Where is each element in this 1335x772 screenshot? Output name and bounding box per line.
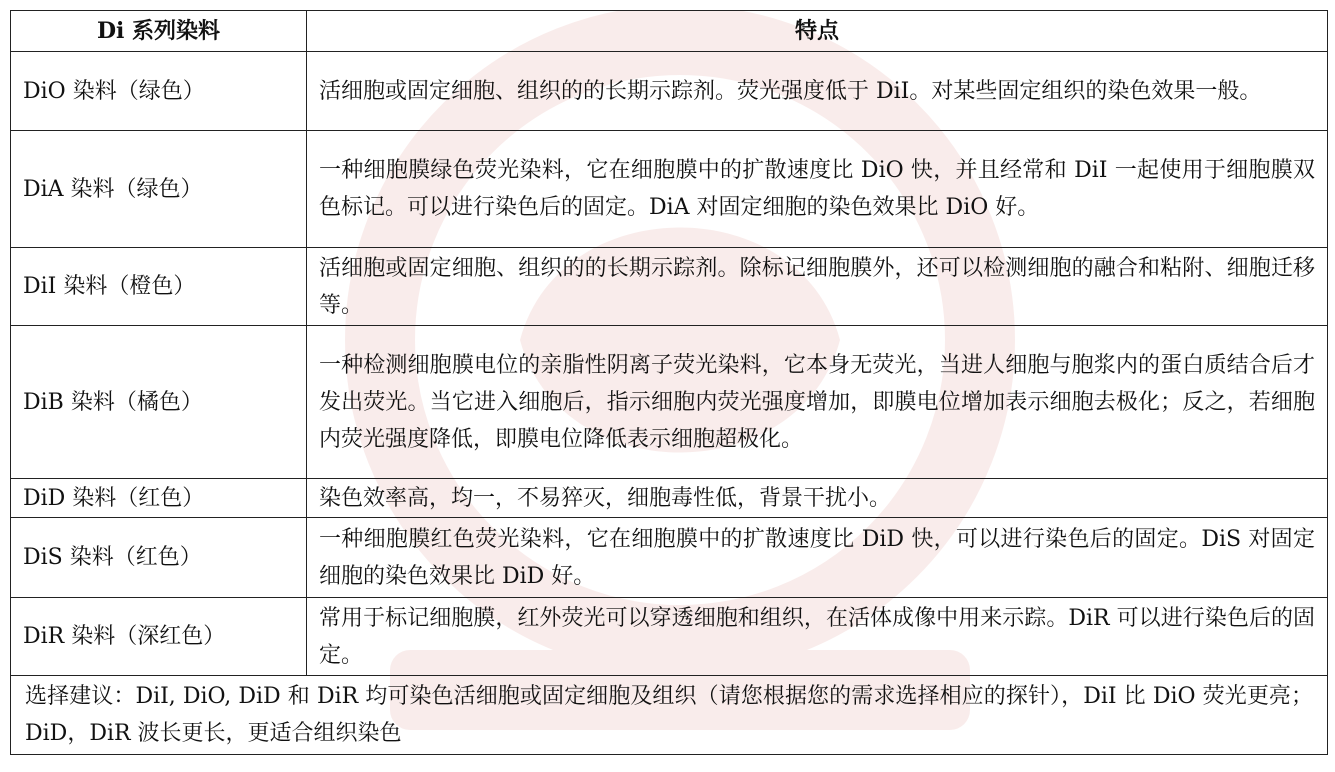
- table-row: [11, 518, 1328, 598]
- table-row: [11, 131, 1328, 248]
- dye-name-cell: DiB 染料（橘色）: [11, 326, 307, 479]
- dye-name-cell: DiD 染料（红色）: [11, 479, 307, 518]
- table-row: [11, 52, 1328, 131]
- table-row: [11, 326, 1328, 479]
- dye-name-cell: DiR 染料（深红色）: [11, 598, 307, 676]
- dye-feature-cell: 一种细胞膜红色荧光染料，它在细胞膜中的扩散速度比 DiD 快，可以进行染色后的固定。DiS 对固定细胞的染色效果比 DiD 好。: [307, 518, 1328, 598]
- dye-comparison-table: [10, 10, 1328, 755]
- dye-name-cell: DiA 染料（绿色）: [11, 131, 307, 248]
- dye-name-cell: DiS 染料（红色）: [11, 518, 307, 598]
- dye-feature-cell: 常用于标记细胞膜，红外荧光可以穿透细胞和组织，在活体成像中用来示踪。DiR 可以进行染色后的固定。: [307, 598, 1328, 676]
- table-row: [11, 479, 1328, 518]
- dye-name-cell: DiI 染料（橙色）: [11, 248, 307, 326]
- table-header-row: [11, 11, 1328, 52]
- dye-feature-cell: 活细胞或固定细胞、组织的的长期示踪剂。除标记细胞膜外，还可以检测细胞的融合和粘附、细胞迁移等。: [307, 248, 1328, 326]
- table-row: [11, 598, 1328, 676]
- dye-feature-cell: 一种检测细胞膜电位的亲脂性阴离子荧光染料，它本身无荧光，当进人细胞与胞浆内的蛋白质结合后才发出荧光。当它进入细胞后，指示细胞内荧光强度增加，即膜电位增加表示细胞去极化；反之，若细胞内荧光强度降低，即膜电位降低表示细胞超极化。: [307, 326, 1328, 479]
- dye-name-cell: DiO 染料（绿色）: [11, 52, 307, 131]
- dye-feature-cell: 活细胞或固定细胞、组织的的长期示踪剂。荧光强度低于 DiI。对某些固定组织的染色效果一般。: [307, 52, 1328, 131]
- dye-feature-cell: 染色效率高，均一，不易猝灭，细胞毒性低，背景干扰小。: [307, 479, 1328, 518]
- selection-advice-row: [11, 676, 1328, 755]
- column-header-features: 特点: [307, 11, 1328, 52]
- table-row: [11, 248, 1328, 326]
- dye-feature-cell: 一种细胞膜绿色荧光染料，它在细胞膜中的扩散速度比 DiO 快，并且经常和 DiI 一起使用于细胞膜双色标记。可以进行染色后的固定。DiA 对固定细胞的染色效果比 DiO 好。: [307, 131, 1328, 248]
- selection-advice-text: 选择建议：DiI, DiO, DiD 和 DiR 均可染色活细胞或固定细胞及组织（请您根据您的需求选择相应的探针），DiI 比 DiO 荧光更亮；DiD，DiR 波长更长，更适合组织染色: [11, 676, 1328, 755]
- column-header-dye: Di 系列染料: [11, 11, 307, 52]
